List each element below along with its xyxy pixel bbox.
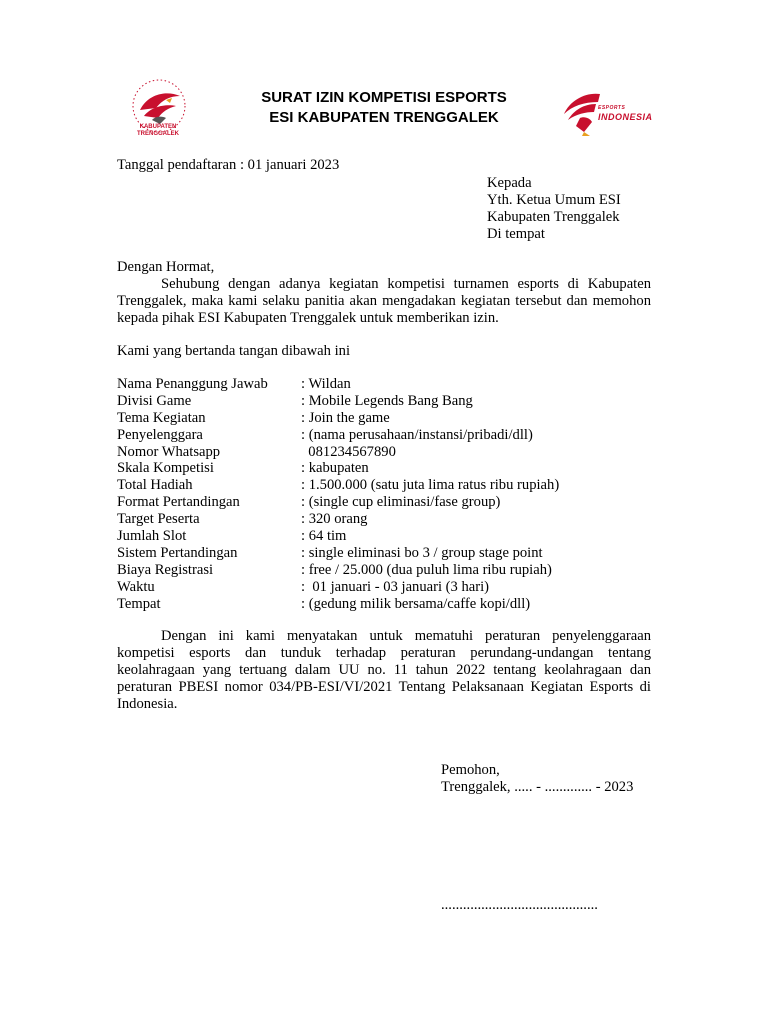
- greeting: Dengan Hormat,: [117, 259, 215, 275]
- letter-title: [200, 88, 568, 128]
- field-label: Penyelenggara: [117, 426, 203, 443]
- field-label: Sistem Pertandingan: [117, 544, 238, 561]
- field-label: Tempat: [117, 595, 161, 612]
- logo-left-caption: [118, 124, 198, 138]
- recipient-line-1: Kepada: [487, 175, 532, 191]
- recipient-line-3: Kabupaten Trenggalek: [487, 209, 620, 225]
- field-label: Jumlah Slot: [117, 528, 187, 545]
- signature-label: Pemohon,: [441, 762, 500, 778]
- esports-indonesia-logo: [560, 88, 602, 138]
- field-label: Nomor Whatsapp: [117, 443, 221, 460]
- field-value: 081234567890: [301, 443, 396, 460]
- logo-right-caption: [598, 104, 653, 122]
- intro-paragraph: Sehubung dengan adanya kegiatan kompetisi turnamen esports di Kabupaten Trenggalek, maka kami selaku panitia akan mengadakan kegiatan tersebut dan memohon kepada pihak ESI Kabupaten Trenggalek untuk memberikan izin.: [117, 276, 651, 326]
- closing-paragraph: Dengan ini kami menyatakan untuk mematuhi peraturan penyelenggaraan kompetisi esports dan tunduk terhadap peraturan perundang-undangan tentang keolahragaan yang tertuang dalam UU no. 11 tahun 2022 tentang keolahragaan dan peraturan PBESI nomor 034/PB-ESI/VI/2021 Tentang Pelaksanaan Kegiatan Esports di Indonesia.: [117, 628, 651, 712]
- signatory-intro: Kami yang bertanda tangan dibawah ini: [117, 343, 351, 359]
- title-line-2: ESI KABUPATEN TRENGGALEK: [269, 109, 499, 126]
- field-value: : Join the game: [301, 409, 390, 426]
- field-value: : 01 januari - 03 januari (3 hari): [301, 578, 490, 595]
- field-label: Skala Kompetisi: [117, 460, 214, 477]
- field-label: Format Pertandingan: [117, 494, 240, 511]
- recipient-line-2: Yth. Ketua Umum ESI: [487, 192, 621, 208]
- field-value: : 64 tim: [301, 528, 347, 545]
- field-label: Biaya Registrasi: [117, 561, 214, 578]
- field-label: Divisi Game: [117, 392, 192, 409]
- signature-line: ...........................................: [441, 897, 598, 913]
- field-value: : 1.500.000 (satu juta lima ratus ribu rupiah): [301, 477, 560, 494]
- logo-right-small-text: ESPORTS: [598, 105, 626, 111]
- field-value: : kabupaten: [301, 460, 369, 477]
- field-label: Target Peserta: [117, 511, 200, 528]
- field-value: : Wildan: [301, 376, 351, 392]
- registration-date: Tanggal pendaftaran : 01 januari 2023: [117, 157, 340, 173]
- logo-left-line1: KABUPATEN: [139, 124, 177, 130]
- field-value: : single eliminasi bo 3 / group stage point: [301, 544, 543, 561]
- field-value: : free / 25.000 (dua puluh lima ribu rupiah): [301, 561, 552, 578]
- field-label: Nama Penanggung Jawab: [117, 376, 268, 392]
- field-value: : 320 orang: [301, 511, 368, 528]
- signature-place-date: Trenggalek, ..... - ............. - 2023: [441, 779, 634, 795]
- field-label: Tema Kegiatan: [117, 409, 206, 426]
- field-label: Total Hadiah: [117, 477, 193, 494]
- field-value: : Mobile Legends Bang Bang: [301, 392, 473, 409]
- logo-right-big-text: INDONESIA: [598, 112, 653, 122]
- recipient-line-4: Di tempat: [487, 226, 545, 242]
- field-label: Waktu: [117, 578, 155, 595]
- field-value: : (single cup eliminasi/fase group): [301, 494, 501, 511]
- field-value: : (gedung milik bersama/caffe kopi/dll): [301, 595, 531, 612]
- logo-left-line2: TRENGGALEK: [137, 131, 179, 137]
- field-value: : (nama perusahaan/instansi/pribadi/dll): [301, 426, 533, 443]
- title-line-1: SURAT IZIN KOMPETISI ESPORTS: [261, 89, 507, 106]
